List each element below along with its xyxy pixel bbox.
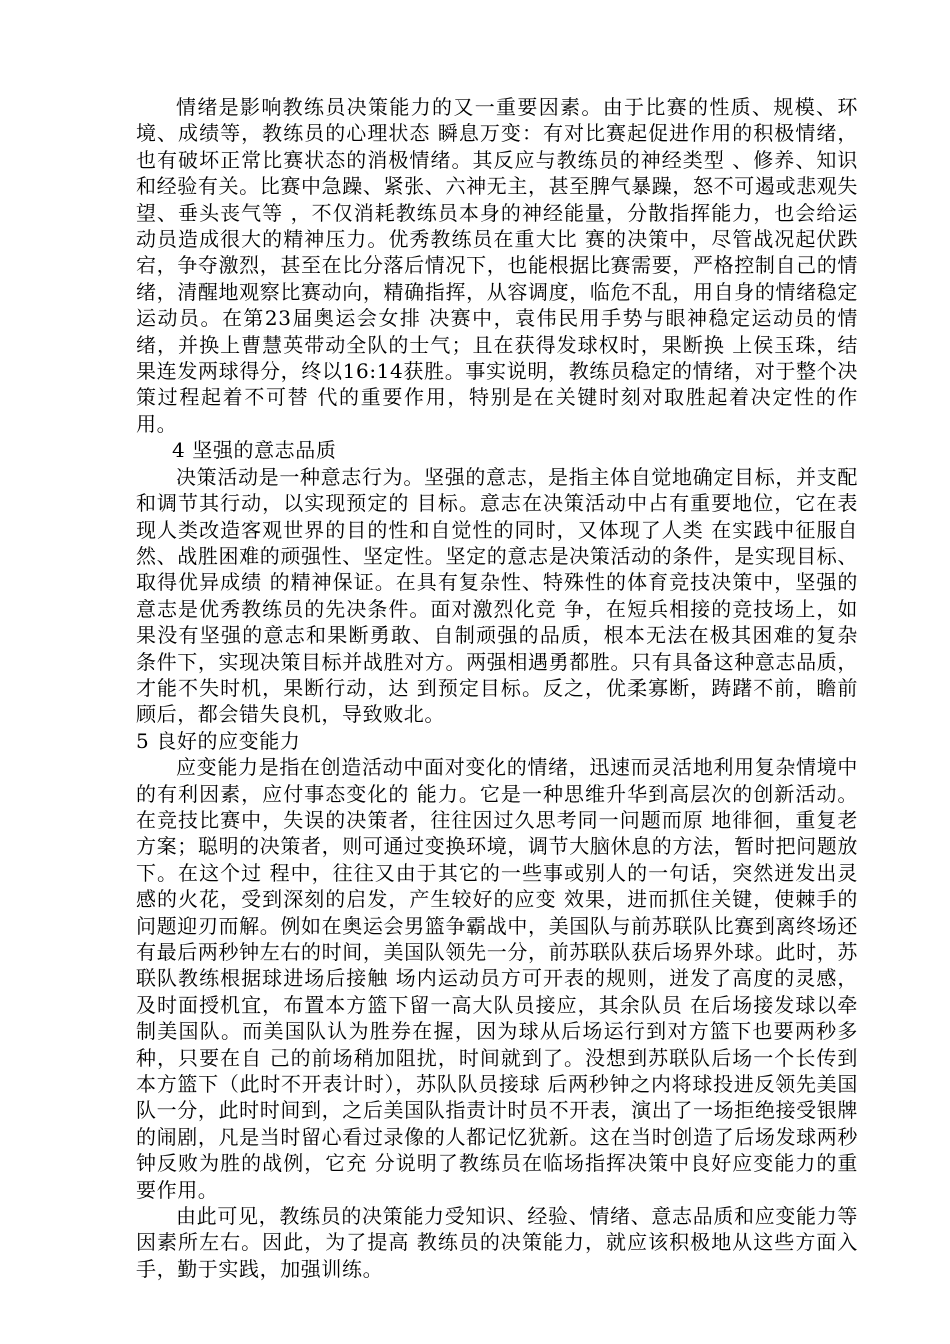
section-heading-adaptability: 5 良好的应变能力 [136,728,301,753]
section-heading-willpower: 4 坚强的意志品质 [172,438,337,463]
paragraph-emotion: 情绪是影响教练员决策能力的又一重要因素。由于比赛的性质、规模、环境、成绩等，教练员的心理状态 瞬息万变：有对比赛起促进作用的积极情绪，也有破坏正常比赛状态的消极情绪。其反应与教练员的神经类型 、修养、知识和经验有关。比赛中急躁、紧张、六神无主，甚至脾气暴躁，怒不可遏或悲观失望、垂头丧气等 ，不仅消耗教练员本身的神经能量，分散指挥能力，也会给运动员造成很大的精神压力。优秀教练员在重大比 赛的决策中，尽管战况起伏跌宕，争夺激烈，甚至在比分落后情况下，也能根据比赛需要，严格控制自己的情 绪，清醒地观察比赛动向，精确指挥，从容调度，临危不乱，用自身的情绪稳定运动员。在第23届奥运会女排 决赛中，袁伟民用手势与眼神稳定运动员的情绪，并换上曹慧英带动全队的士气；且在获得发球权时，果断换 上侯玉珠，结果连发两球得分，终以16:14获胜。事实说明，教练员稳定的情绪，对于整个决策过程起着不可替 代的重要作用，特别是在关键时刻对取胜起着决定性的作用。 [136,95,858,436]
paragraph-adaptability: 应变能力是指在创造活动中面对变化的情绪，迅速而灵活地利用复杂情境中的有利因素，应付事态变化的 能力。它是一种思维升华到高层次的创新活动。在竞技比赛中，失误的决策者，往往因过久思考同一问题而原 地徘徊，重复老方案；聪明的决策者，则可通过变换环境，调节大脑休息的方法，暂时把问题放下。在这个过 程中，往往又由于其它的一些事或别人的一句话，突然迸发出灵感的火花，受到深刻的启发，产生较好的应变 效果，进而抓住关键，使棘手的问题迎刃而解。例如在奥运会男篮争霸战中，美国队与前苏联队比赛到离终场还有最后两秒钟左右的时间，美国队领先一分，前苏联队获后场界外球。此时，苏联队教练根据球进场后接触 场内运动员方可开表的规则，迸发了高度的灵感，及时面授机宜，布置本方篮下留一高大队员接应，其余队员 在后场接发球以牵制美国队。而美国队认为胜券在握，因为球从后场运行到对方篮下也要两秒多种，只要在自 己的前场稍加阻扰，时间就到了。没想到苏联队后场一个长传到本方篮下（此时不开表计时），苏队队员接球 后两秒钟之内将球投进反领先美国队一分，此时时间到，之后美国队指责计时员不开表，演出了一场拒绝接受银牌的闹剧，凡是当时留心看过录像的人都记忆犹新。这在当时创造了后场发球两秒钟反败为胜的战例，它充 分说明了教练员在临场指挥决策中良好应变能力的重要作用。 [136,755,858,1202]
document-page [136,94,858,1282]
paragraph-willpower: 决策活动是一种意志行为。坚强的意志，是指主体自觉地确定目标，并支配和调节其行动，以实现预定的 目标。意志在决策活动中占有重要地位，它在表现人类改造客观世界的目的性和自觉性的同时，又体现了人类 在实践中征服自然、战胜困难的顽强性、坚定性。坚定的意志是决策活动的条件，是实现目标、取得优异成绩 的精神保证。在具有复杂性、特殊性的体育竞技决策中，坚强的意志是优秀教练员的先决条件。面对激烈化竞 争，在短兵相接的竞技场上，如果没有坚强的意志和果断勇敢、自制顽强的品质，根本无法在极其困难的复杂 条件下，实现决策目标并战胜对方。两强相遇勇都胜。只有具备这种意志品质，才能不失时机，果断行动，达 到预定目标。反之，优柔寡断，踌躇不前，瞻前顾后，都会错失良机，导致败北。 [136,464,858,727]
paragraph-conclusion: 由此可见，教练员的决策能力受知识、经验、情绪、意志品质和应变能力等因素所左右。因此，为了提高 教练员的决策能力，就应该积极地从这些方面入手，勤于实践，加强训练。 [136,1204,858,1281]
